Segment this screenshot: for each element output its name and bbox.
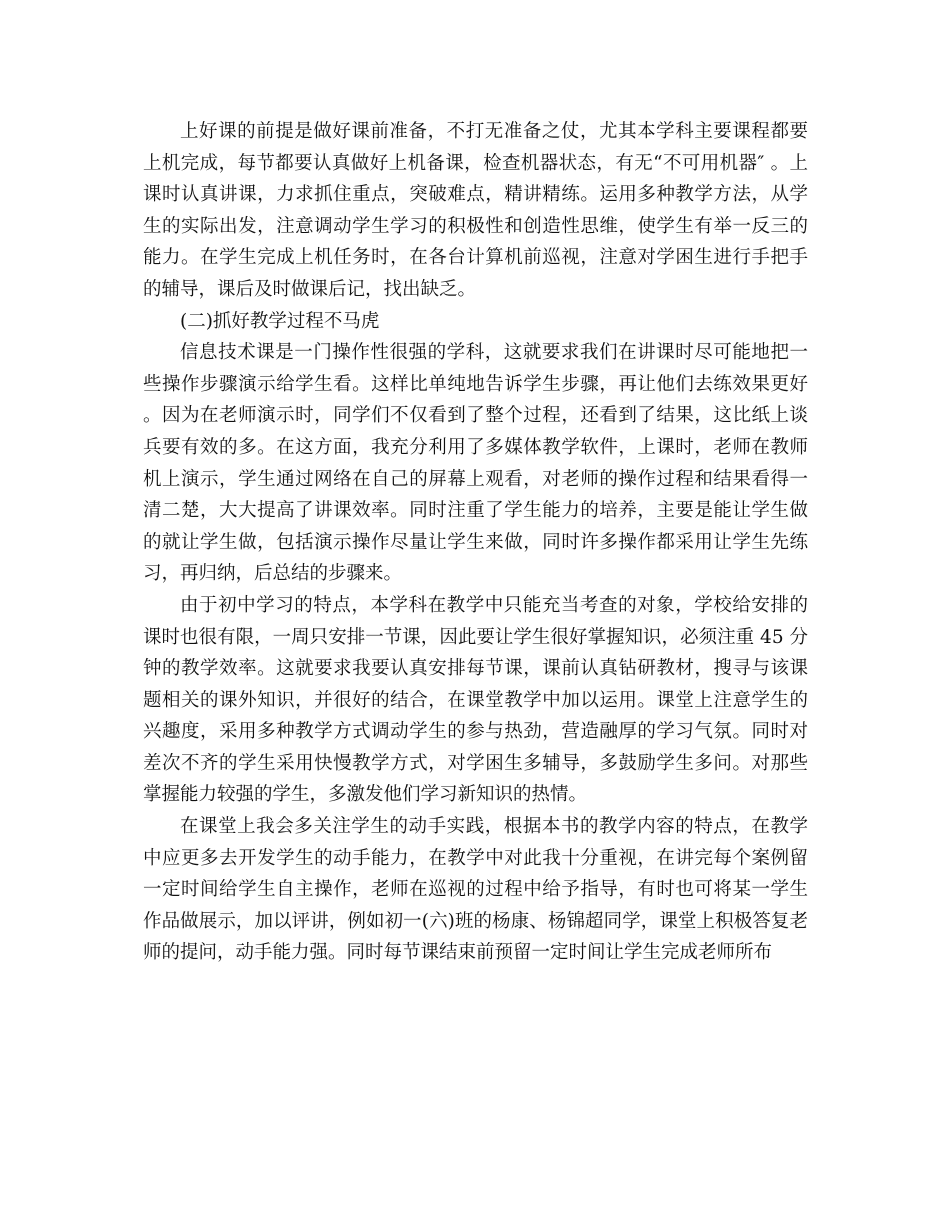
section-heading: (二)抓好教学过程不马虎	[180, 310, 380, 332]
document-body	[143, 116, 808, 969]
paragraph-lesson-preparation: 上好课的前提是做好课前准备，不打无准备之仗，尤其本学科主要课程都要上机完成，每节都要认真做好上机备课，检查机器状态，有无“不可用机器″ 。上课时认真讲课，力求抓住重点，突破难点，精讲精练。运用多种教学方法，从学生的实际出发，注意调动学生学习的积极性和创造性思维，使学生有举一反三的能力。在学生完成上机任务时，在各台计算机前巡视，注意对学困生进行手把手的辅导，课后及时做课后记，找出缺乏。	[143, 121, 808, 300]
paragraph-demonstration: 信息技术课是一门操作性很强的学科，这就要求我们在讲课时尽可能地把一些操作步骤演示给学生看。这样比单纯地告诉学生步骤，再让他们去练效果更好。因为在老师演示时，同学们不仅看到了整个过程，还看到了结果，这比纸上谈兵要有效的多。在这方面，我充分利用了多媒体教学软件，上课时，老师在教师机上演示，学生通过网络在自己的屏幕上观看，对老师的操作过程和结果看得一清二楚，大大提高了讲课效率。同时注重了学生能力的培养，主要是能让学生做的就让学生做，包括演示操作尽量让学生来做，同时许多操作都采用让学生先练习，再归纳，后总结的步骤来。	[143, 342, 808, 585]
paragraph-hands-on-practice: 在课堂上我会多关注学生的动手实践，根据本书的教学内容的特点，在教学中应更多去开发学生的动手能力，在教学中对此我十分重视，在讲完每个案例留一定时间给学生自主操作，老师在巡视的过程中给予指导，有时也可将某一学生作品做展示，加以评讲，例如初一(六)班的杨康、杨锦超同学，课堂上积极答复老师的提问，动手能力强。同时每节课结束前预留一定时间让学生完成老师所布	[143, 816, 808, 964]
paragraph-teaching-efficiency: 由于初中学习的特点，本学科在教学中只能充当考查的对象，学校给安排的课时也很有限，一周只安排一节课，因此要让学生很好掌握知识，必须注重 45 分钟的教学效率。这就要求我要认真安排每节课，课前认真钻研教材，搜寻与该课题相关的课外知识，并很好的结合，在课堂教学中加以运用。课堂上注意学生的兴趣度，采用多种教学方式调动学生的参与热劲，营造融厚的学习气氛。同时对差次不齐的学生采用快慢教学方式，对学困生多辅导，多鼓励学生多问。对那些掌握能力较强的学生，多激发他们学习新知识的热情。	[143, 594, 808, 806]
